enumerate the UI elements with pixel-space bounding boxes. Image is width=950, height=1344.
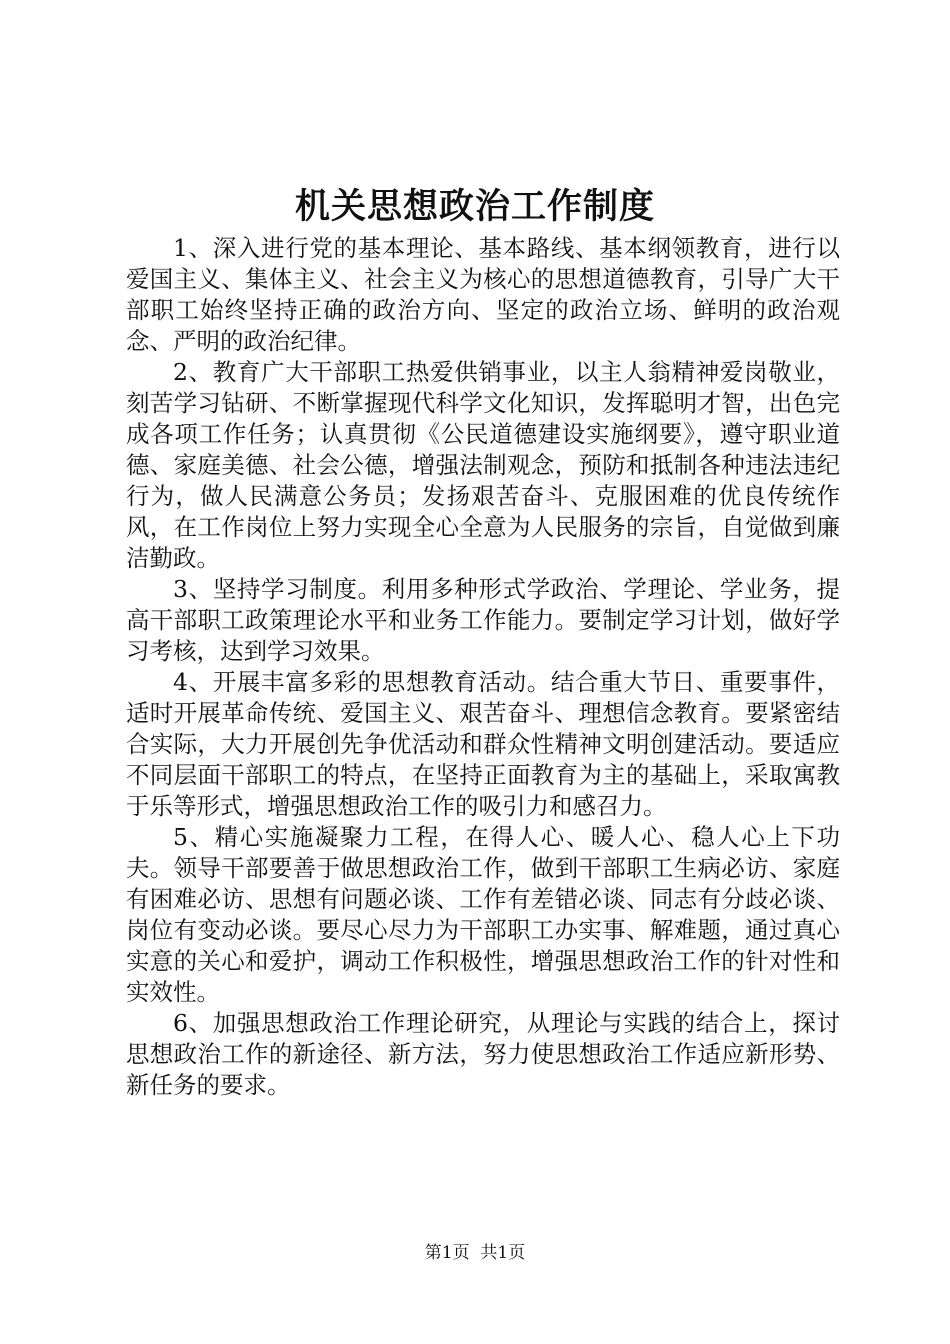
- paragraph-5: 5、精心实施凝聚力工程，在得人心、暖人心、稳人心上下功夫。领导干部要善于做思想政治工作，做到干部职工生病必访、家庭有困难必访、思想有问题必谈、工作有差错必谈、同志有分歧必谈、岗位有变动必谈。要尽心尽力为干部职工办实事、解难题，通过真心实意的关心和爱护，调动工作积极性，增强思想政治工作的针对性和实效性。: [126, 823, 840, 1006]
- paragraph-2: 2、教育广大干部职工热爱供销事业，以主人翁精神爱岗敬业，刻苦学习钻研、不断掌握现代科学文化知识，发挥聪明才智，出色完成各项工作任务；认真贯彻《公民道德建设实施纲要》，遵守职业道德、家庭美德、社会公德，增强法制观念，预防和抵制各种违法违纪行为，做人民满意公务员；发扬艰苦奋斗、克服困难的优良传统作风，在工作岗位上努力实现全心全意为人民服务的宗旨，自觉做到廉洁勤政。: [126, 358, 840, 572]
- page-number-footer: 第1页 共1页: [424, 1243, 526, 1263]
- document-title: 机关思想政治工作制度: [294, 186, 655, 227]
- paragraph-4: 4、开展丰富多彩的思想教育活动。结合重大节日、重要事件，适时开展革命传统、爱国主义、艰苦奋斗、理想信念教育。要紧密结合实际，大力开展创先争优活动和群众性精神文明创建活动。要适应不同层面干部职工的特点，在坚持正面教育为主的基础上，采取寓教于乐等形式，增强思想政治工作的吸引力和感召力。: [126, 668, 840, 820]
- paragraph-1: 1、深入进行党的基本理论、基本路线、基本纲领教育，进行以爱国主义、集体主义、社会主义为核心的思想道德教育，引导广大干部职工始终坚持正确的政治方向、坚定的政治立场、鲜明的政治观念、严明的政治纪律。: [126, 234, 840, 355]
- paragraph-3: 3、坚持学习制度。利用多种形式学政治、学理论、学业务，提高干部职工政策理论水平和业务工作能力。要制定学习计划，做好学习考核，达到学习效果。: [126, 575, 840, 665]
- paragraph-6: 6、加强思想政治工作理论研究，从理论与实践的结合上，探讨思想政治工作的新途径、新方法，努力使思想政治工作适应新形势、新任务的要求。: [126, 1009, 840, 1099]
- document-body: [126, 233, 840, 1101]
